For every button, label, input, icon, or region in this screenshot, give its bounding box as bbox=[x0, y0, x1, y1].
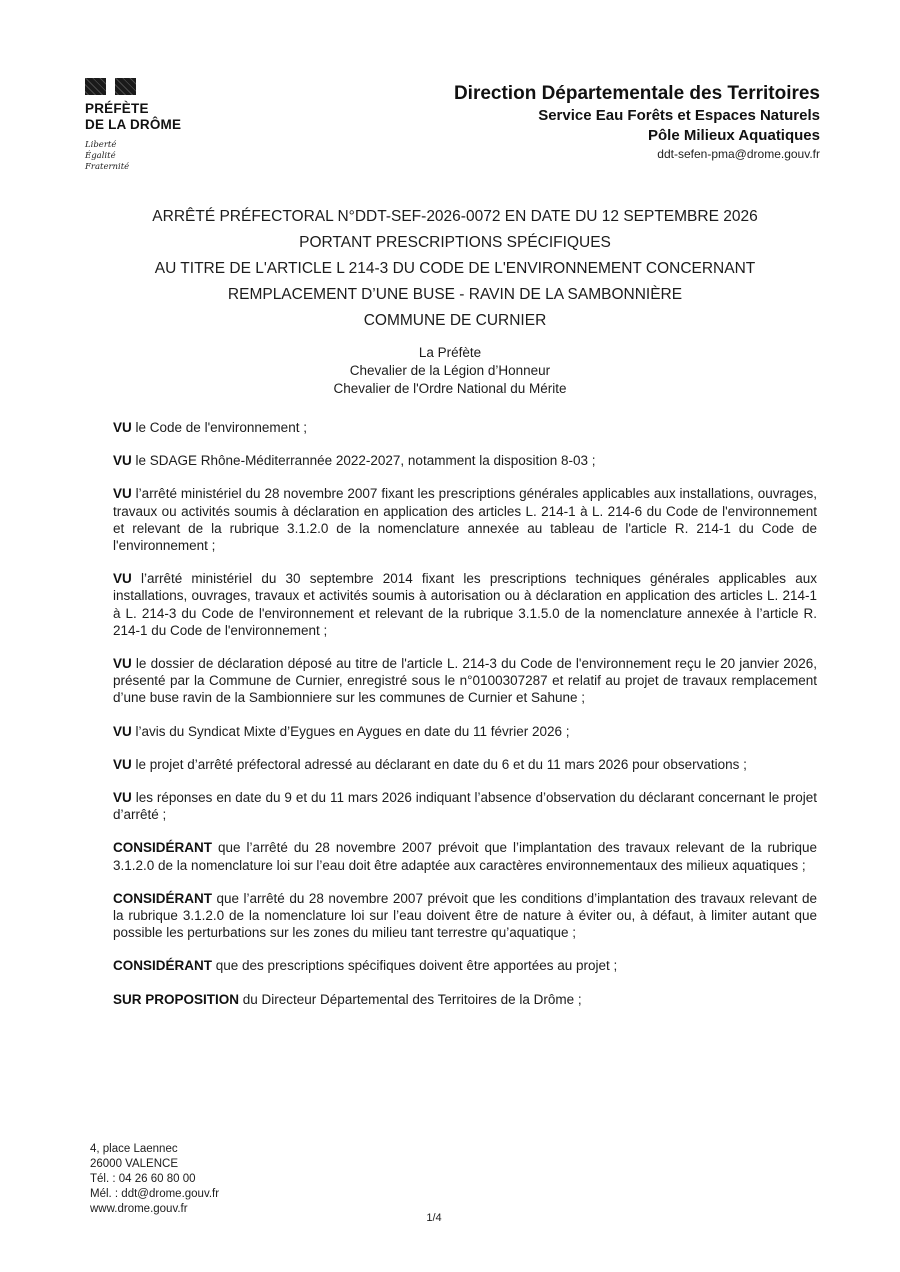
considerant-paragraph bbox=[113, 839, 817, 873]
paragraph-lead: VU bbox=[113, 756, 132, 772]
paragraph-text: le projet d’arrêté préfectoral adressé au déclarant en date du 6 et du 11 mars 2026 pour observations ; bbox=[131, 756, 747, 772]
prefecture-logo bbox=[85, 78, 265, 173]
paragraph-lead: VU bbox=[113, 571, 132, 587]
footer-phone: Tél. : 04 26 60 80 00 bbox=[90, 1173, 196, 1185]
motto-liberte: Liberté bbox=[85, 140, 117, 150]
paragraph-lead: VU bbox=[113, 656, 132, 672]
document-title bbox=[95, 204, 815, 334]
authority-honor-1: Chevalier de la Légion d’Honneur bbox=[349, 363, 551, 378]
title-line: COMMUNE DE CURNIER bbox=[363, 312, 547, 329]
footer-website: www.drome.gouv.fr bbox=[90, 1203, 188, 1215]
emblem-square-icon bbox=[85, 78, 106, 95]
page-number: 1/4 bbox=[426, 1212, 442, 1224]
address-city: 26000 VALENCE bbox=[90, 1158, 179, 1170]
paragraph-lead: SUR PROPOSITION bbox=[113, 991, 240, 1007]
paragraph-lead: VU bbox=[113, 723, 132, 739]
paragraph-text: que l’arrêté du 28 novembre 2007 prévoit que les conditions d’implantation des travaux relevant de la rubrique 3.1.2.0 de la nomenclature loi sur l’eau doivent être de nature à éviter ou, à défaut, à limiter autant que possible les perturbations sur les zones du milieu tant terrestre qu’aquatique ; bbox=[113, 890, 817, 941]
authority-block bbox=[0, 344, 900, 398]
paragraph-text: le SDAGE Rhône-Méditerrannée 2022-2027, notamment la disposition 8-03 ; bbox=[131, 453, 596, 469]
republic-motto bbox=[85, 140, 265, 173]
direction-name: Direction Départementale des Territoires bbox=[453, 83, 820, 104]
paragraph-text: le Code de l'environnement ; bbox=[131, 420, 307, 435]
paragraph-lead: VU bbox=[113, 420, 132, 435]
motto-egalite: Égalité bbox=[85, 151, 116, 161]
footer-address bbox=[90, 1142, 219, 1217]
sur-proposition-paragraph bbox=[113, 991, 817, 1008]
paragraph-text: du Directeur Départemental des Territoires de la Drôme ; bbox=[239, 991, 582, 1007]
paragraph-text: l’avis du Syndicat Mixte d’Eygues en Aygues en date du 11 février 2026 ; bbox=[131, 723, 570, 739]
vu-paragraph bbox=[113, 789, 817, 823]
prefecture-name-line2: DE LA DRÔME bbox=[85, 117, 182, 132]
paragraph-lead: CONSIDÉRANT bbox=[113, 890, 213, 906]
considerant-paragraph bbox=[113, 957, 817, 974]
service-header bbox=[454, 82, 820, 163]
address-street: 4, place Laennec bbox=[90, 1143, 178, 1155]
vu-paragraph bbox=[113, 655, 817, 707]
vu-paragraph bbox=[113, 485, 817, 554]
paragraph-lead: CONSIDÉRANT bbox=[113, 958, 213, 974]
considerant-paragraph bbox=[113, 890, 817, 942]
emblem-square-icon bbox=[115, 78, 136, 95]
paragraph-text: que des prescriptions spécifiques doivent être apportées au projet ; bbox=[212, 958, 618, 974]
title-line: ARRÊTÉ PRÉFECTORAL N°DDT-SEF-2026-0072 EN DATE DU 12 SEPTEMBRE 2026 bbox=[152, 208, 758, 225]
document-body bbox=[113, 419, 817, 1024]
paragraph-text: l’arrêté ministériel du 30 septembre 2014 fixant les prescriptions techniques générales applicables aux installations, ouvrages, travaux et activités soumis à autorisation ou à déclaration en application des articles L. 214-1 à L. 214-3 du Code de l'environnement et relevant de la rubrique 3.1.5.0 de la nomenclature annexée à l’article R. 214-1 du Code de l'environnement ; bbox=[113, 571, 817, 638]
paragraph-lead: CONSIDÉRANT bbox=[113, 840, 213, 856]
vu-paragraph bbox=[113, 452, 817, 469]
paragraph-lead: VU bbox=[113, 790, 132, 806]
pole-name: Pôle Milieux Aquatiques bbox=[648, 127, 820, 144]
paragraph-text: l’arrêté ministériel du 28 novembre 2007 fixant les prescriptions générales applicables aux installations, ouvrages, travaux ou activités soumis à déclaration en application des articles L. 214-1 à L. 214-6 du Code de l'environnement et relevant de la rubrique 3.1.2.0 de la nomenclature annexée au tableau de l'article R. 214-1 du Code de l'environnement ; bbox=[113, 486, 817, 554]
vu-paragraph bbox=[113, 723, 817, 740]
prefecture-name-line1: PRÉFÈTE bbox=[85, 101, 149, 116]
paragraph-lead: VU bbox=[113, 486, 132, 502]
paragraph-text: les réponses en date du 9 et du 11 mars 2026 indiquant l’absence d’observation du déclarant concernant le projet d’arrêté ; bbox=[113, 790, 817, 823]
title-line: AU TITRE DE L'ARTICLE L 214-3 DU CODE DE L'ENVIRONNEMENT CONCERNANT bbox=[154, 260, 756, 277]
vu-paragraph bbox=[113, 419, 817, 436]
marianne-emblem-icon bbox=[85, 78, 265, 95]
paragraph-lead: VU bbox=[113, 453, 132, 469]
paragraph-text: que l’arrêté du 28 novembre 2007 prévoit que l’implantation des travaux relevant de la rubrique 3.1.2.0 de la nomenclature loi sur l’eau doit être adaptée aux caractères environnementaux des milieux aquatiques ; bbox=[113, 840, 817, 873]
authority-honor-2: Chevalier de l'Ordre National du Mérite bbox=[333, 381, 567, 396]
title-line: REMPLACEMENT D’UNE BUSE - RAVIN DE LA SAMBONNIÈRE bbox=[227, 286, 683, 303]
vu-paragraph bbox=[113, 756, 817, 773]
paragraph-text: le dossier de déclaration déposé au titre de l'article L. 214-3 du Code de l'environnement reçu le 20 janvier 2026, présenté par la Commune de Curnier, enregistré sous le n°0100307287 et relatif au projet de travaux remplacement d’une buse ravin de la Sambionniere sur les communes de Curnier et Sahune ; bbox=[113, 656, 817, 706]
footer-email: Mél. : ddt@drome.gouv.fr bbox=[90, 1188, 220, 1200]
service-email: ddt-sefen-pma@drome.gouv.fr bbox=[657, 147, 820, 161]
vu-paragraph bbox=[113, 570, 817, 639]
service-name: Service Eau Forêts et Espaces Naturels bbox=[538, 107, 820, 124]
motto-fraternite: Fraternité bbox=[85, 162, 130, 172]
title-line: PORTANT PRESCRIPTIONS SPÉCIFIQUES bbox=[299, 234, 611, 251]
authority-title: La Préfète bbox=[418, 345, 482, 360]
